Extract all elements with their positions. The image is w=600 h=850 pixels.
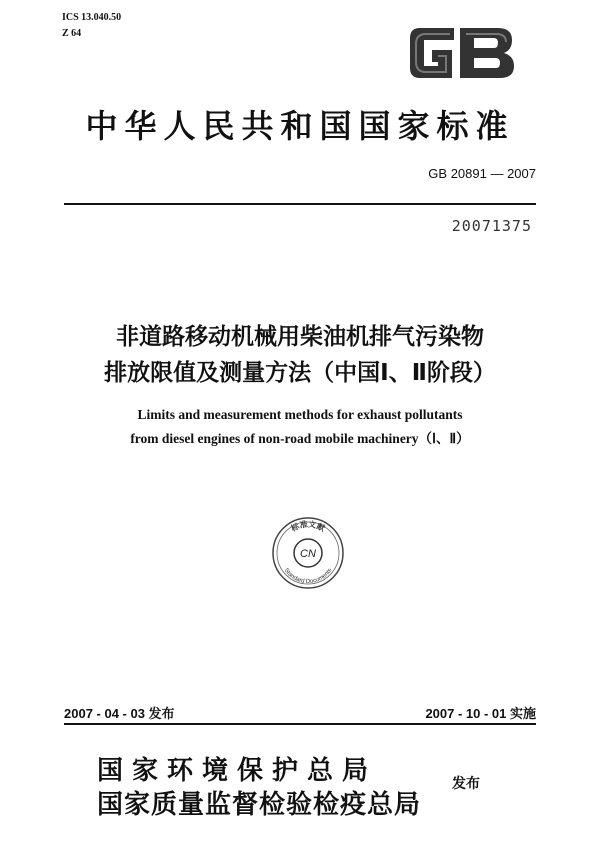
national-standard-title: 中华人民共和国国家标准	[85, 107, 515, 145]
seal-bottom-text: Standard Documents	[282, 567, 334, 586]
ccs-code: Z 64	[62, 28, 82, 39]
issue-action: 发布	[452, 776, 480, 792]
effective-date: 2007 - 10 - 01 实施	[425, 706, 536, 721]
chinese-title-line-1: 非道路移动机械用柴油机排气污染物	[116, 324, 484, 350]
classification-codes	[62, 10, 121, 42]
seal-top-text: 标准文献	[289, 519, 327, 534]
ics-code: ICS 13.040.50	[62, 12, 122, 23]
english-title-line-2: from diesel engines of non-road mobile machinery（Ⅰ、Ⅱ）	[130, 431, 470, 446]
english-title-line-1: Limits and measurement methods for exhaust pollutants	[137, 407, 463, 422]
issuer-line-1: 国家环境保护总局	[97, 756, 378, 786]
stamped-number: 20071375	[451, 217, 532, 235]
standard-documents-seal	[270, 515, 346, 591]
gb-logo	[402, 20, 518, 86]
top-divider	[64, 203, 536, 205]
issuer-line-2: 国家质量监督检验检疫总局	[97, 790, 422, 820]
chinese-title-line-2: 排放限值及测量方法（中国Ⅰ、Ⅱ阶段）	[104, 360, 496, 386]
standard-number: GB 20891 — 2007	[428, 166, 536, 181]
seal-center-text: CN	[300, 548, 316, 560]
bottom-divider	[64, 723, 536, 725]
publish-date: 2007 - 04 - 03 发布	[64, 706, 175, 721]
